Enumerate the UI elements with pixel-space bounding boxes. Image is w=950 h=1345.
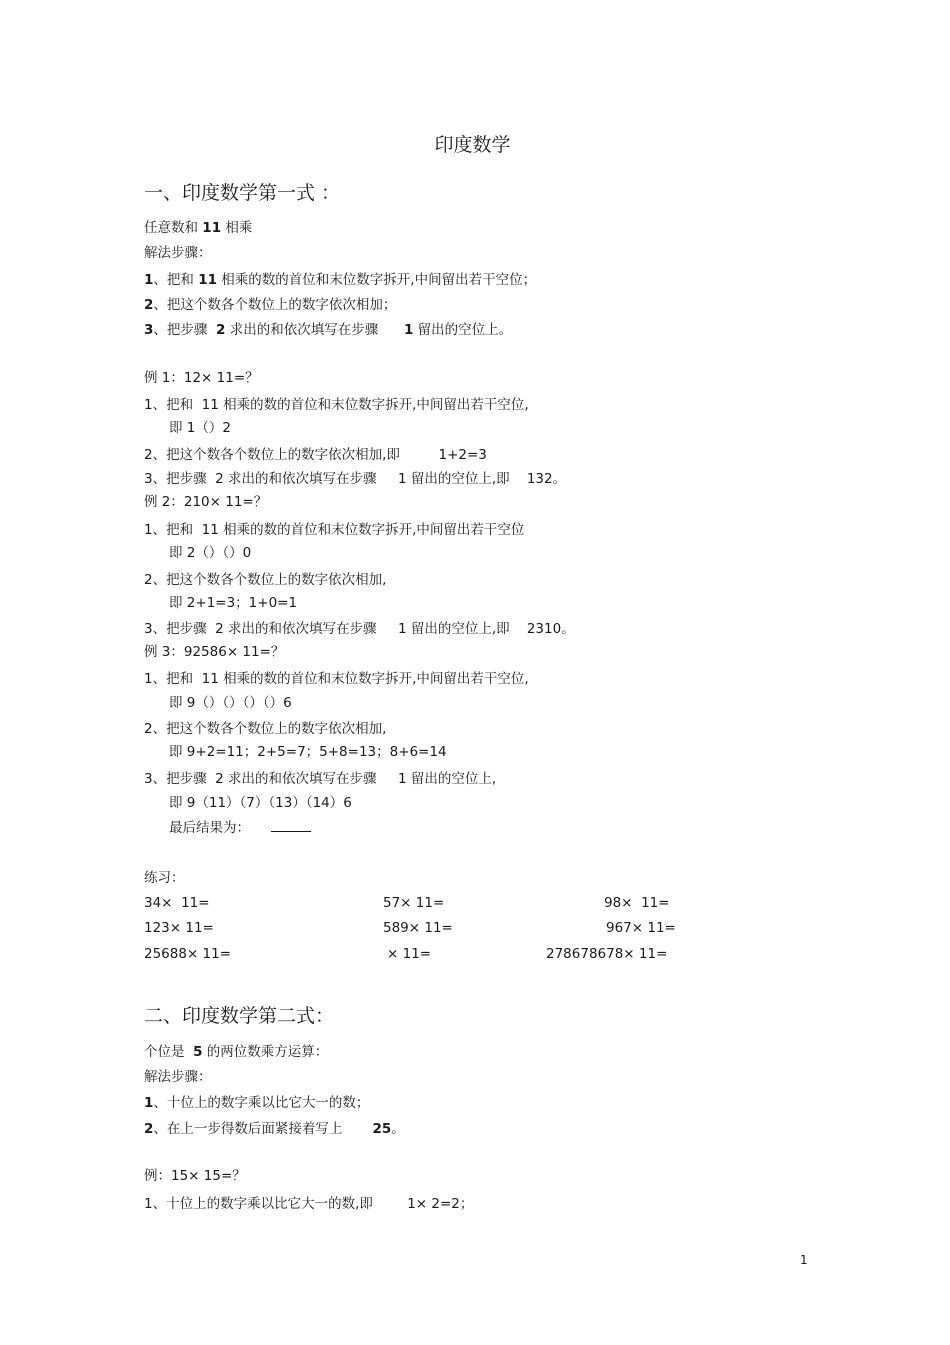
section2-example-title: 例：15× 15=？ <box>144 1168 246 1184</box>
example-3-line-3b: 即 9（11）（7）（13）（14）6 <box>169 795 352 811</box>
example-2-line-1: 1、把和 11 相乘的数的首位和末位数字拆开,中间留出若干空位 <box>144 522 525 538</box>
example-3-line-1b: 即 9（）（）（）（）6 <box>169 695 292 711</box>
practice-item: 278678678× 11= <box>546 946 668 962</box>
example-3-title: 例 3：92586× 11=？ <box>144 644 285 660</box>
example-3-result: 最后结果为： <box>169 819 311 837</box>
section1-step-1: 1、把和 11 相乘的数的首位和末位数字拆开,中间留出若干空位； <box>144 272 537 288</box>
example-1-title: 例 1：12× 11=？ <box>144 370 259 386</box>
practice-label: 练习： <box>144 870 185 886</box>
section2-steps-label: 解法步骤： <box>144 1069 212 1085</box>
practice-item: 57× 11= <box>383 895 445 911</box>
example-3-line-3: 3、把步骤 2 求出的和依次填写在步骤 1 留出的空位上, <box>144 771 497 787</box>
practice-item: × 11= <box>387 946 432 962</box>
result-blank <box>271 819 311 832</box>
section1-steps-label: 解法步骤： <box>144 245 212 261</box>
example-2-line-3: 3、把步骤 2 求出的和依次填写在步骤 1 留出的空位上,即 2310。 <box>144 621 575 637</box>
example-2-line-2: 2、把这个数各个数位上的数字依次相加, <box>144 572 387 588</box>
example-2-line-2b: 即 2+1=3；1+0=1 <box>169 595 298 611</box>
page-number: 1 <box>800 1253 808 1267</box>
page-title: 印度数学 <box>434 134 511 156</box>
example-2-line-1b: 即 2（）（）0 <box>169 545 252 561</box>
section1-step-2: 2、把这个数各个数位上的数字依次相加； <box>144 297 397 313</box>
example-1-line-1: 1、把和 11 相乘的数的首位和末位数字拆开,中间留出若干空位, <box>144 397 529 413</box>
example-1-line-1b: 即 1（）2 <box>169 420 231 436</box>
section1-intro: 任意数和 11 相乘 <box>144 220 253 236</box>
example-1-line-2: 2、把这个数各个数位上的数字依次相加,即 1+2=3 <box>144 447 487 463</box>
example-2-title: 例 2：210× 11=？ <box>144 494 268 510</box>
practice-item: 589× 11= <box>383 920 453 936</box>
example-3-line-2: 2、把这个数各个数位上的数字依次相加, <box>144 721 387 737</box>
section1-step-3: 3、把步骤 2 求出的和依次填写在步骤 1 留出的空位上。 <box>144 322 513 338</box>
section1-heading: 一、印度数学第一式 ： <box>144 182 341 204</box>
example-3-line-1: 1、把和 11 相乘的数的首位和末位数字拆开,中间留出若干空位, <box>144 671 529 687</box>
section2-heading: 二、印度数学第二式： <box>144 1005 335 1027</box>
practice-item: 967× 11= <box>606 920 676 936</box>
practice-item: 98× 11= <box>604 895 670 911</box>
practice-item: 123× 11= <box>144 920 214 936</box>
section2-step-1: 1、十位上的数字乘以比它大一的数； <box>144 1095 370 1111</box>
example-3-line-2b: 即 9+2=11；2+5=7；5+8=13；8+6=14 <box>169 744 447 760</box>
practice-item: 34× 11= <box>144 895 210 911</box>
practice-item: 25688× 11= <box>144 946 232 962</box>
example-1-line-3: 3、把步骤 2 求出的和依次填写在步骤 1 留出的空位上,即 132。 <box>144 471 567 487</box>
section2-intro: 个位是 5 的两位数乘方运算： <box>144 1044 329 1060</box>
section2-example-line-1: 1、十位上的数字乘以比它大一的数,即 1× 2=2； <box>144 1196 474 1212</box>
section2-step-2: 2、在上一步得数后面紧接着写上 25。 <box>144 1121 405 1137</box>
